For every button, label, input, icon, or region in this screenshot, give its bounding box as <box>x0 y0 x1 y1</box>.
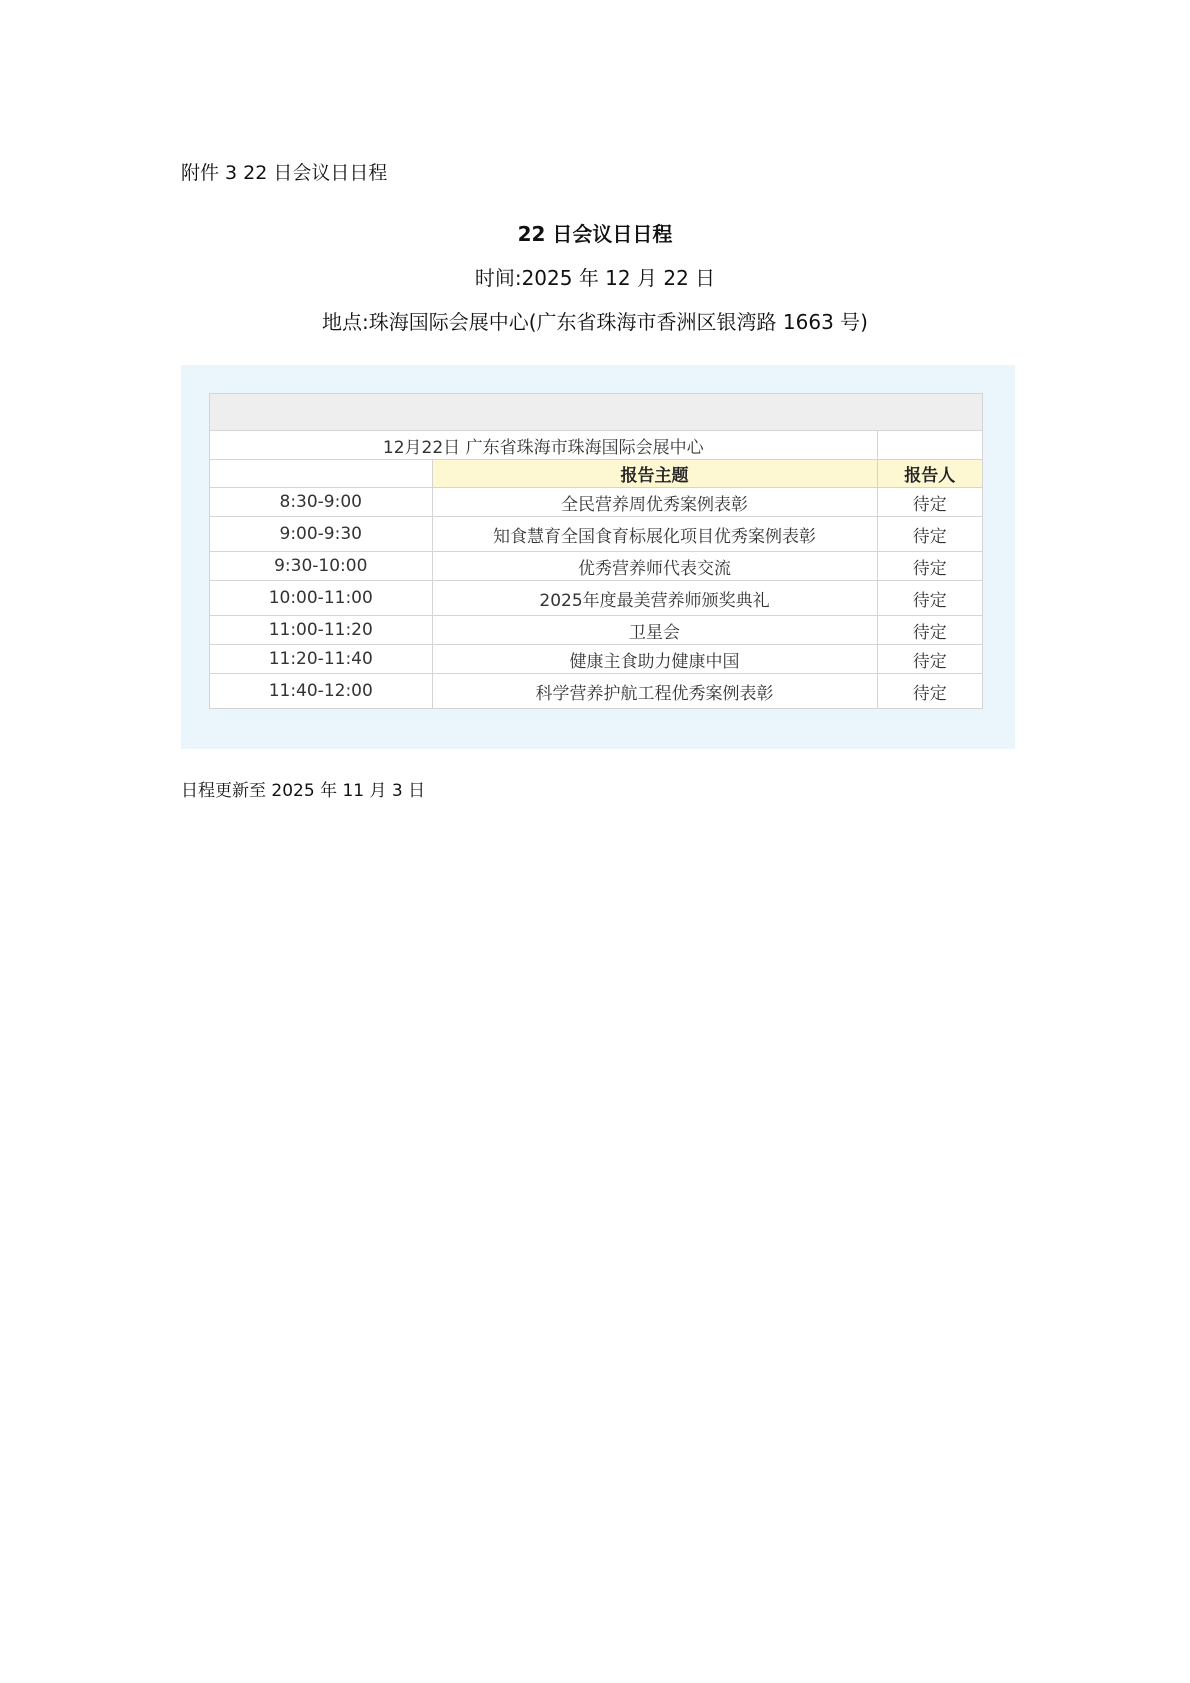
time-cell: 9:30-10:00 <box>210 552 432 581</box>
schedule-panel <box>181 365 1015 749</box>
table-row <box>210 674 982 709</box>
speaker-cell: 待定 <box>877 488 982 517</box>
speaker-cell: 待定 <box>877 674 982 709</box>
topic-cell: 2025年度最美营养师颁奖典礼 <box>432 581 877 616</box>
speaker-cell: 待定 <box>877 517 982 552</box>
attachment-label: 附件 3 22 日会议日日程 <box>181 162 388 184</box>
table-row <box>210 581 982 616</box>
venue-row <box>210 431 982 460</box>
table-header-bar <box>210 394 982 431</box>
schedule-table <box>210 431 982 708</box>
topic-cell: 全民营养周优秀案例表彰 <box>432 488 877 517</box>
event-time: 时间:2025 年 12 月 22 日 <box>474 266 716 290</box>
event-location: 地点:珠海国际会展中心(广东省珠海市香洲区银湾路 1663 号) <box>322 310 868 334</box>
venue-cell: 12月22日 广东省珠海市珠海国际会展中心 <box>210 431 877 460</box>
table-row <box>210 645 982 674</box>
topic-cell: 健康主食助力健康中国 <box>432 645 877 674</box>
speaker-cell: 待定 <box>877 581 982 616</box>
table-row <box>210 616 982 645</box>
topic-cell: 知食慧育全国食育标展化项目优秀案例表彰 <box>432 517 877 552</box>
update-note: 日程更新至 2025 年 11 月 3 日 <box>181 781 426 801</box>
schedule-table-container <box>209 393 983 709</box>
column-header-row <box>210 460 982 488</box>
speaker-cell: 待定 <box>877 616 982 645</box>
page-title: 22 日会议日日程 <box>517 222 673 246</box>
table-row <box>210 517 982 552</box>
time-cell: 9:00-9:30 <box>210 517 432 552</box>
venue-blank-cell <box>877 431 982 460</box>
speaker-cell: 待定 <box>877 645 982 674</box>
time-cell: 11:00-11:20 <box>210 616 432 645</box>
topic-column-header: 报告主题 <box>432 460 877 488</box>
topic-cell: 优秀营养师代表交流 <box>432 552 877 581</box>
time-cell: 10:00-11:00 <box>210 581 432 616</box>
table-row <box>210 552 982 581</box>
speaker-column-header: 报告人 <box>877 460 982 488</box>
topic-cell: 卫星会 <box>432 616 877 645</box>
time-cell: 11:20-11:40 <box>210 645 432 674</box>
speaker-cell: 待定 <box>877 552 982 581</box>
table-row <box>210 488 982 517</box>
time-cell: 8:30-9:00 <box>210 488 432 517</box>
time-cell: 11:40-12:00 <box>210 674 432 709</box>
topic-cell: 科学营养护航工程优秀案例表彰 <box>432 674 877 709</box>
time-column-header <box>210 460 432 488</box>
